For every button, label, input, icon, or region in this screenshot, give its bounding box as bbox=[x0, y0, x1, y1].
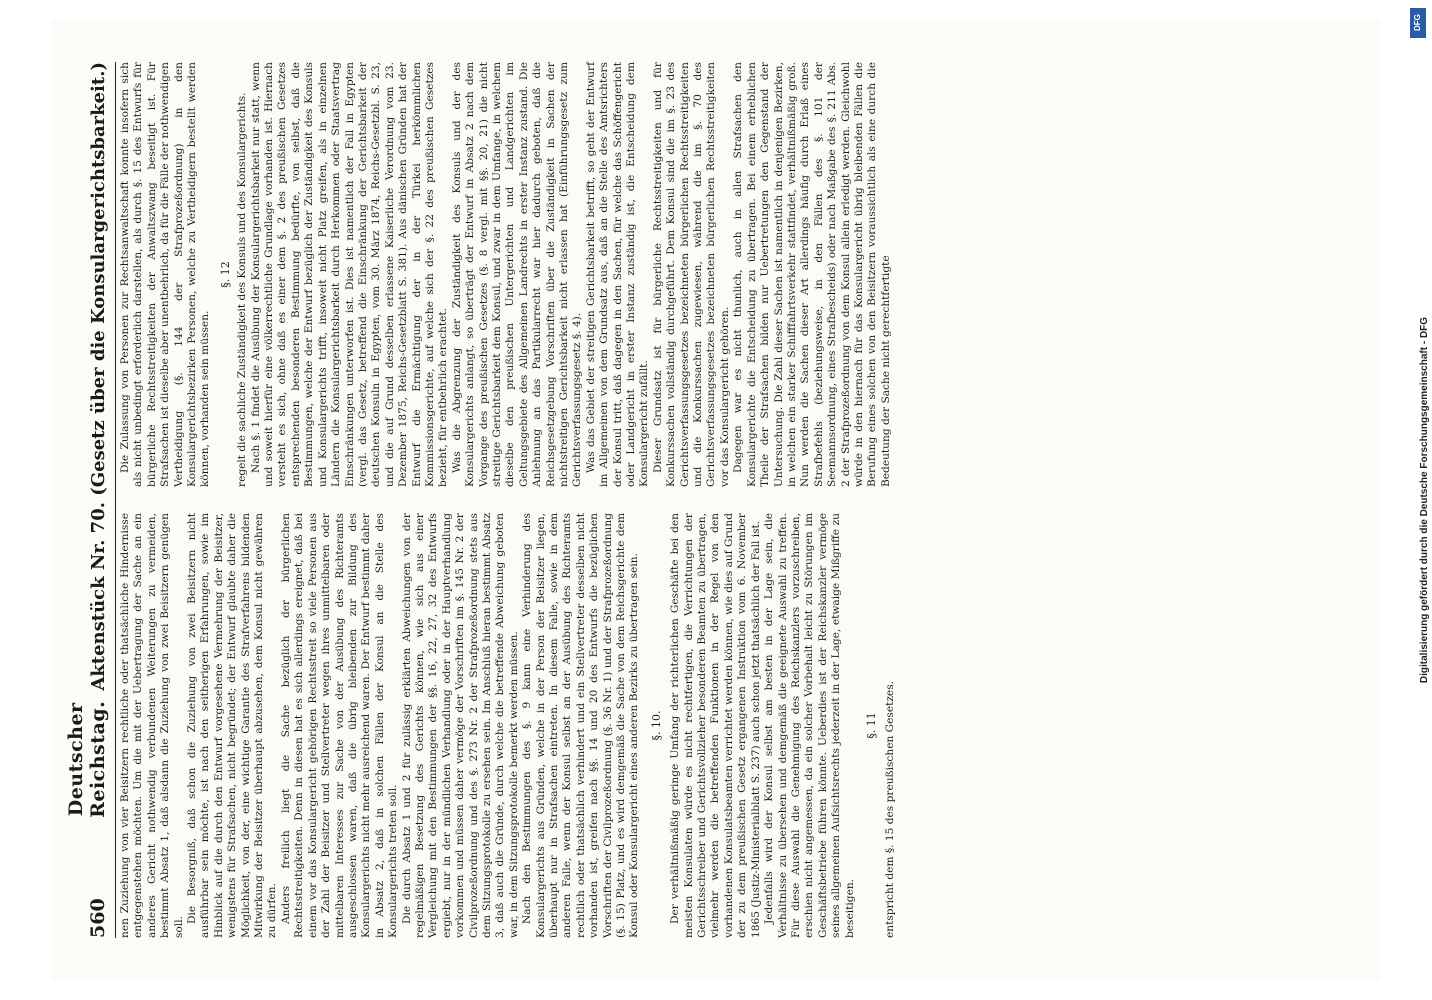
paragraph: regelt die sachliche Zuständigkeit des Konsuls und des Konsulargerichts. bbox=[236, 92, 249, 487]
paragraph: Was die Abgrenzung der Zuständigkeit des Konsuls und der des Konsulargerichts anlangt, so überträgt der Entwurf in Absatz 2 nach dem Vorgange des preußischen Gesetzes (§. 8 vergl. mit §§. 20, 21) die nicht streitige Gerichtsbarkeit dem Konsul, und zwar in dem Umfange, in welchem dieselbe den preußischen Untergerichten und Landgerichten im Geltungsgebiete des Allgemeinen Landrechts in erster Instanz zustand. Die Anlehnung an das Partikularrecht war hier dadurch geboten, daß die Reichsgesetzgebung Vorschriften über die Zuständigkeit in Sachen der nichtstreitigen Gerichtsbarkeit nicht erlassen hat (Einführungsgesetz zum Gerichtsverfassungsgesetz §. 4). bbox=[450, 62, 584, 487]
left-column bbox=[119, 513, 1357, 938]
page-header bbox=[65, 62, 116, 938]
paragraph: Die Zulassung von Personen zur Rechtsanwaltschaft konnte insofern sich als nicht unbedingt erforderlich darstellen, als durch §. 15 des Entwurfs für bürgerliche Rechtsstreitigkeiten der Anwaltszwang beseitigt ist. Für Strafsachen ist dieselbe aber unentbehrlich, da für die Fälle der nothwendigen Vertheidigung (§. 144 der Strafprozeßordnung) in den Konsulargerichtsbezirken Personen, welche zu Vertheidigern bestellt werden können, vorhanden sein müssen. bbox=[119, 62, 212, 487]
paragraph: Die durch Absatz 1 und 2 für zulässig erklärten Abweichungen von der regelmäßigen Besetzung des Gerichts können, wie sich aus einer Vergleichung mit den Bestimmungen der §§. 16, 22, 27, 32 des Entwurfs ergiebt, nur in der mündlichen Verhandlung oder in der Hauptverhandlung vorkommen und müssen daher vermöge der Vorschriften im §. 145 Nr. 2 der Civilprozeßordnung und des §. 273 Nr. 2 der Strafprozeßordnung stets aus dem Sitzungsprotokolle zu ersehen sein. Im Anschluß hieran bestimmt Absatz 3, daß auch die Gründe, durch welche die betreffende Abweichung geboten war, in dem Sitzungsprotokolle bemerkt werden müssen. bbox=[400, 513, 520, 938]
publication-title: Deutscher Reichstag. bbox=[65, 700, 109, 818]
paragraph: Die Besorgniß, daß schon die Zuziehung von zwei Beisitzern nicht ausführbar sein möchte, ist nach den seitherigen Erfahrungen, sowie im Hinblick auf die durch den Entwurf vorgesehene Vermehrung der Beisitzer, wenigstens für Strafsachen, nicht begründet; der Entwurf glaubte daher die Möglichkeit, von der, eine wichtige Garantie des Strafverfahrens bildenden Mitwirkung der Beisitzer überhaupt abzusehen, dem Konsul nicht gewähren zu dürfen. bbox=[186, 513, 279, 938]
paragraph: Nach den Bestimmungen des §. 9 kann eine Verhinderung des Konsulargerichts aus Gründen, welche in der Person der Beisitzer liegen, überhaupt nur in Strafsachen eintreten. In diesem Falle, sowie in dem anderen Falle, wenn der Konsul selbst an der Ausübung des Richteramts rechtlich oder thatsächlich verhindert und ein Stellvertreter desselben nicht vorhanden ist, greifen nach §§. 14 und 20 des Entwurfs die bezüglichen Vorschriften der Civilprozeßordnung (§. 36 Nr. 1) und der Strafprozeßordnung (§. 15) Platz, und es wird demgemäß die Sache von dem Reichsgerichte dem Konsul oder Konsulargericht eines anderen Bezirks zu übertragen sein. bbox=[521, 513, 641, 938]
paragraph: Dagegen war es nicht thunlich, auch in allen Strafsachen den Konsulargerichte die Entscheidung zu übertragen. Bei einem erheblichen Theile der Strafsachen bilden nur Uebertretungen den Gegenstand der Untersuchung. Die Zahl dieser Sachen ist namentlich in denjenigen Bezirken, in welchen ein starker Schifffahrtsverkehr stattfindet, verhältnißmäßig groß. Nun werden die Sachen dieser Art allerdings häufig durch Erlaß eines Strafbefehls (beziehungsweise, in den Fällen des §. 101 der Seemannsordnung, eines Strafbescheids) oder nach Maßgabe des §. 211 Abs. 2 der Strafprozeßordnung von dem Konsul allein erledigt werden. Gleichwohl würde in den hiernach für das Konsulargericht übrig bleibenden Fällen die Berufung eines solchen von den Beisitzern voraussichtlich als eine durch die Bedeutung der Sache nicht gerechtfertigte bbox=[732, 62, 892, 487]
paragraph: entspricht dem §. 15 des preußischen Gesetzes. bbox=[884, 680, 897, 938]
paragraph: Dieser Grundsatz ist für bürgerliche Rechtsstreitigkeiten und für Konkurssachen vollständig durchgeführt. Dem Konsul sind die im §. 23 des Gerichtsverfassungsgesetzes bezeichneten bürgerlichen Rechtsstreitigkeiten und die Konkurssachen zugewiesen, während die im §. 70 des Gerichtsverfassungsgesetzes bezeichneten bürgerlichen Rechtsstreitigkeiten vor das Konsulargericht gehören. bbox=[651, 62, 731, 487]
right-column bbox=[119, 62, 1357, 487]
paragraph: nen Zuziehung von vier Beisitzern rechtliche oder thatsächliche Hindernisse entgegenstehen möchten. Um die mit der Uebertragung der Sache an ein anderes Gericht nothwendig verbundenen Weiterungen zu vermeiden, bestimmt Absatz 1, daß alsdann die Zuziehung von zwei Beisitzern genügen soll. bbox=[119, 513, 185, 938]
paragraph: Was das Gebiet der streitigen Gerichtsbarkeit betrifft, so geht der Entwurf im Allgemeinen von dem Grundsatz aus, daß an die Stelle des Amtsrichters der Konsul tritt, daß dagegen in den Sachen, für welche das Schöffengericht oder Landgericht in erster Instanz zuständig ist, die Entscheidung dem Konsulargericht zufällt. bbox=[584, 62, 651, 487]
document-page bbox=[51, 20, 1381, 980]
section-heading: §. 12 bbox=[218, 261, 232, 288]
page-number: 560 bbox=[87, 898, 109, 938]
section-heading: §. 10. bbox=[649, 710, 663, 741]
paragraph: Jedenfalls wird der Konsul selbst am besten in der Lage sein, die Verhältnisse zu übersehen und demgemäß die geeignete Auswahl zu treffen. Für diese Auswahl die Genehmigung des Reichskanzlers vorzuschreiben, erschien nicht angemessen, da ein solcher Vorbehalt leicht zu Störungen im Geschäftsbetriebe führen könnte. Ueberdies ist der Reichskanzler vermöge seines allgemeinen Aufsichtsrechts jederzeit in der Lage, etwaige Mißgriffe zu beseitigen. bbox=[763, 513, 856, 938]
paragraph: Nach §. 1 findet die Ausübung der Konsulargerichtsbarkeit nur statt, wenn und soweit hierfür eine völkerrechtliche Grundlage vorhanden ist. Hiernach versteht es sich, ohne daß es einer dem §. 2 des preußischen Gesetzes entsprechenden besonderen Bestimmung bedürfte, von selbst, daß die Bestimmungen, welche der Entwurf bezüglich der Zuständigkeit des Konsuls und Konsulargerichts trifft, insoweit nicht Platz greifen, als in einzelnen Ländern die Konsulargerichtsbarkeit durch Herkommen oder Staatsvertrag Einschränkungen unterworfen ist. Dies ist namentlich der Fall in Egypten (vergl. das Gesetz, betreffend die Einschränkung der Gerichtsbarkeit der deutschen Konsuln in Egypten, vom 30. März 1874, Reichs-Gesetzbl. S. 23, und die auf Grund desselben erlassene Kaiserliche Verordnung vom 23. Dezember 1875, Reichs-Gesetzblatt S. 381). Aus dänischen Gründen hat der Entwurf die Ermächtigung der in der Türkei herkömmlichen Kommissionsgerichte, auf welche sich der §. 22 des preußischen Gesetzes bezieht, für entbehrlich erachtet. bbox=[249, 62, 450, 487]
paragraph: Der verhältnißmäßig geringe Umfang der richterlichen Geschäfte bei den meisten Konsulaten würde es nicht rechtfertigen, die Verrichtungen der Gerichtsschreiber und Gerichtsvollzieher besonderen Beamten zu übertragen, vielmehr werden die betreffenden Funktionen in der Regel von den vorhandenen Konsulatsbeamten verrichtet werden können, wie dies auf Grund der zu dem preußischen Gesetz ergangenen Instruktion vom 6. November 1865 (Justiz-Ministerialblatt S. 237) auch schon jetzt thatsächlich der Fall ist. bbox=[669, 513, 762, 938]
dfg-logo-icon: DFG bbox=[1410, 8, 1426, 38]
section-heading: §. 11 bbox=[864, 712, 878, 739]
paragraph: Anders freilich liegt die Sache bezüglich der bürgerlichen Rechtsstreitigkeiten. Denn in diesen hat es sich allerdings ereignet, daß bei einem vor das Konsulargericht gehörigen Rechtsstreit so viele Personen aus der Zahl der Beisitzer und Stellvertreter wegen ihres unmittelbaren oder mittelbaren Interesses zur Sache von der Ausübung des Richteramts ausgeschlossen waren, daß die übrig bleibenden zur Bildung des Konsulargerichts nicht mehr ausreichend waren. Der Entwurf bestimmt daher in Absatz 2, daß in solchen Fällen der Konsul an die Stelle des Konsulargerichts treten soll. bbox=[279, 513, 400, 938]
dfg-credit: Digitalisierung gefördert durch die Deutsche Forschungsgemeinschaft - DFG bbox=[1419, 316, 1430, 684]
document-reference: Aktenstück Nr. 70. (Gesetz über die Konsulargerichtsbarkeit.) bbox=[88, 62, 109, 691]
